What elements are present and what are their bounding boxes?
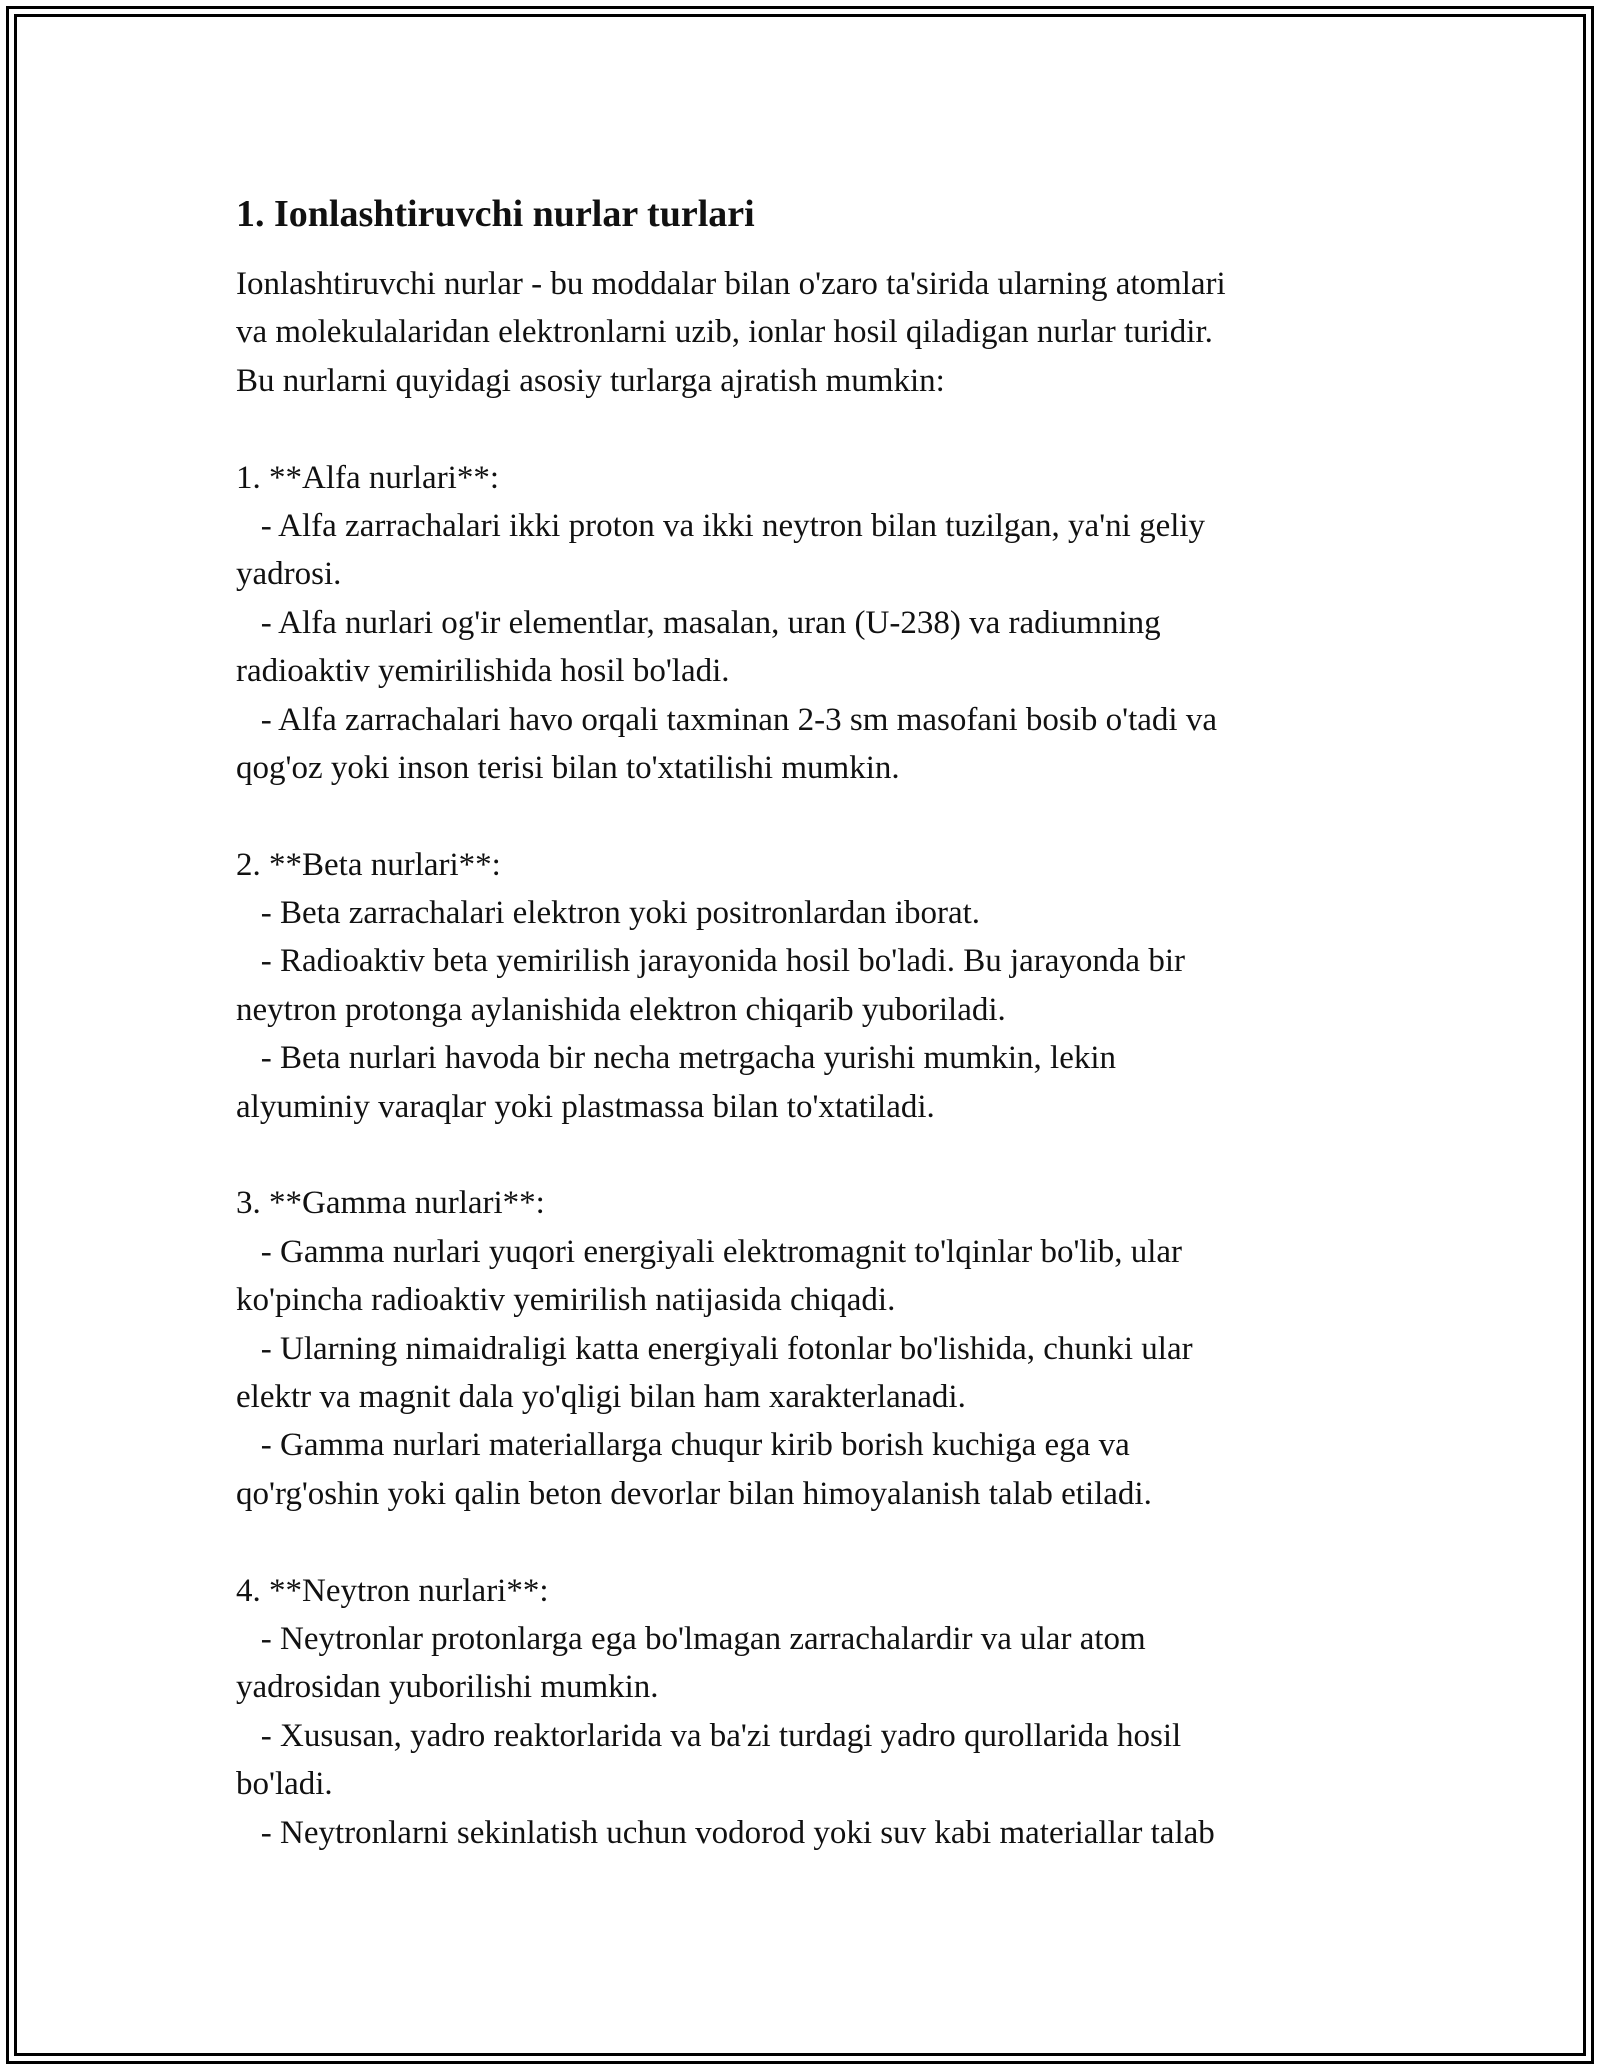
blank-line <box>236 792 1366 840</box>
text-line: yadrosi. <box>236 556 342 593</box>
text-line: elektr va magnit dala yo'qligi bilan ham xarakterlanadi. <box>236 1378 966 1415</box>
blank-line <box>236 1518 1366 1566</box>
text-line: ko'pincha radioaktiv yemirilish natijasida chiqadi. <box>236 1282 896 1319</box>
text-line: alyuminiy varaqlar yoki plastmassa bilan to'xtatiladi. <box>236 1088 935 1125</box>
text-line: 4. **Neytron nurlari**: <box>236 1572 549 1609</box>
text-line: - Xususan, yadro reaktorlarida va ba'zi turdagi yadro qurollarida hosil <box>236 1717 1182 1754</box>
text-line: - Beta zarrachalari elektron yoki positronlardan iborat. <box>236 895 981 932</box>
text-line: va molekulalaridan elektronlarni uzib, ionlar hosil qiladigan nurlar turidir. <box>236 314 1213 351</box>
text-line: neytron protonga aylanishida elektron chiqarib yuboriladi. <box>236 991 1006 1028</box>
blank-line <box>236 1131 1366 1179</box>
text-line: 1. **Alfa nurlari**: <box>236 459 500 496</box>
text-line: yadrosidan yuborilishi mumkin. <box>236 1669 659 1706</box>
text-line: bo'ladi. <box>236 1766 333 1803</box>
text-line: qo'rg'oshin yoki qalin beton devorlar bilan himoyalanish talab etiladi. <box>236 1475 1152 1512</box>
text-line: radioaktiv yemirilishida hosil bo'ladi. <box>236 653 730 690</box>
text-line: - Alfa zarrachalari ikki proton va ikki neytron bilan tuzilgan, ya'ni geliy <box>236 507 1206 544</box>
text-line: - Neytronlar protonlarga ega bo'lmagan zarrachalardir va ular atom <box>236 1620 1146 1657</box>
text-line: Ionlashtiruvchi nurlar - bu moddalar bilan o'zaro ta'sirida ularning atomlari <box>236 266 1226 302</box>
text-line: 2. **Beta nurlari**: <box>236 846 501 883</box>
blank-line <box>236 405 1366 453</box>
text-line: - Radioaktiv beta yemirilish jarayonida hosil bo'ladi. Bu jarayonda bir <box>236 943 1185 980</box>
document-page <box>236 188 1366 1857</box>
document-body <box>236 260 1366 1857</box>
text-line: - Ularning nimaidraligi katta energiyali fotonlar bo'lishida, chunki ular <box>236 1330 1193 1367</box>
text-line: Bu nurlarni quyidagi asosiy turlarga ajratish mumkin: <box>236 362 945 399</box>
text-line: - Beta nurlari havoda bir necha metrgacha yurishi mumkin, lekin <box>236 1040 1117 1077</box>
text-line: - Gamma nurlari materiallarga chuqur kirib borish kuchiga ega va <box>236 1427 1130 1464</box>
text-line: - Alfa nurlari og'ir elementlar, masalan, uran (U-238) va radiumning <box>236 604 1161 641</box>
text-line: qog'oz yoki inson terisi bilan to'xtatilishi mumkin. <box>236 749 900 786</box>
text-line: 3. **Gamma nurlari**: <box>236 1185 545 1222</box>
text-line: - Neytronlarni sekinlatish uchun vodorod yoki suv kabi materiallar talab <box>236 1814 1215 1851</box>
text-line: - Gamma nurlari yuqori energiyali elektromagnit to'lqinlar bo'lib, ular <box>236 1233 1183 1270</box>
document-title: 1. Ionlashtiruvchi nurlar turlari <box>236 193 755 235</box>
text-line: - Alfa zarrachalari havo orqali taxminan 2-3 sm masofani bosib o'tadi va <box>236 701 1217 738</box>
